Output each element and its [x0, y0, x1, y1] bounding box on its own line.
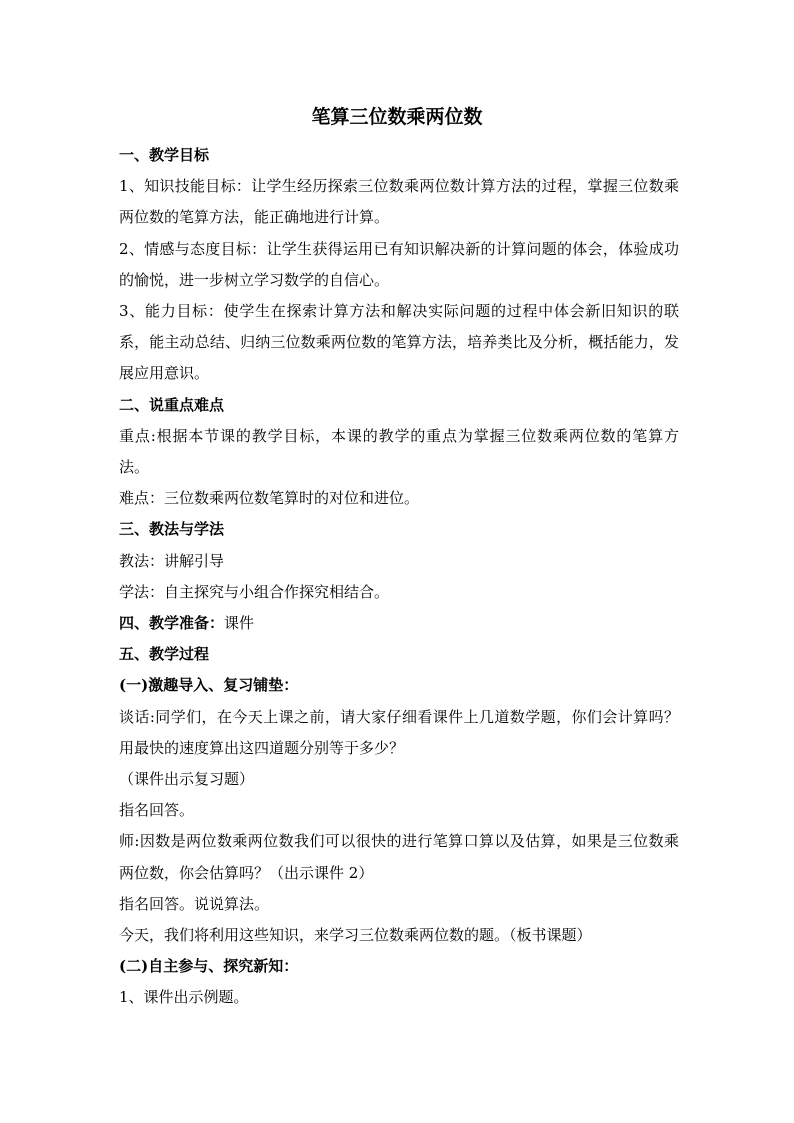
- section-heading-preparation: 四、教学准备：: [119, 614, 225, 633]
- paragraph-key-point: 重点:根据本节课的教学目标，本课的教学的重点为掌握三位数乘两位数的笔算方法。: [119, 426, 679, 477]
- section-heading-methods: 三、教法与学法: [119, 520, 225, 539]
- paragraph-teaching-method: 教法：讲解引导: [119, 551, 225, 570]
- paragraph-answer-1: 指名回答。: [119, 801, 195, 820]
- paragraph-today: 今天，我们将利用这些知识，来学习三位数乘两位数的题。（板书课题）: [119, 926, 592, 945]
- paragraph-show-review: （课件出示复习题）: [119, 770, 255, 789]
- paragraph-example: 1、课件出示例题。: [119, 988, 249, 1007]
- section-heading-objectives: 一、教学目标: [119, 146, 210, 164]
- paragraph-knowledge-goal: 1、知识技能目标：让学生经历探索三位数乘两位数计算方法的过程，掌握三位数乘两位数的笔算方法，能正确地进行计算。: [119, 177, 679, 227]
- paragraph-learning-method: 学法：自主探究与小组合作探究相结合。: [119, 582, 390, 601]
- paragraph-difficulty: 难点：三位数乘两位数笔算时的对位和进位。: [119, 489, 420, 508]
- section-heading-key-points: 二、说重点难点: [119, 395, 225, 414]
- document-body: [119, 140, 679, 1014]
- paragraph-talk: 谈话:同学们，在今天上课之前，请大家仔细看课件上几道数学题，你们会计算吗？用最快的速度算出这四道题分别等于多少？: [119, 707, 679, 757]
- paragraph-teacher: 师:因数是两位数乘两位数我们可以很快的进行笔算口算以及估算，如果是三位数乘两位数，你会估算吗？（出示课件 2）: [119, 832, 679, 882]
- subsection-heading-intro: (一)激趣导入、复习铺垫：: [119, 676, 299, 695]
- paragraph-ability-goal: 3、能力目标：使学生在探索计算方法和解决实际问题的过程中体会新旧知识的联系，能主动总结、归纳三位数乘两位数的笔算方法，培养类比及分析，概括能力，发展应用意识。: [119, 302, 679, 383]
- subsection-heading-explore: (二)自主参与、探究新知：: [119, 957, 299, 976]
- paragraph-attitude-goal: 2、情感与态度目标：让学生获得运用已有知识解决新的计算问题的体会，体验成功的愉悦，进一步树立学习数学的自信心。: [119, 239, 679, 289]
- paragraph-answer-2: 指名回答。说说算法。: [119, 894, 270, 913]
- section-heading-process: 五、教学过程: [119, 645, 210, 664]
- preparation-value: 课件: [224, 614, 255, 633]
- section-preparation: [119, 608, 679, 639]
- document-title: 笔算三位数乘两位数: [311, 106, 483, 128]
